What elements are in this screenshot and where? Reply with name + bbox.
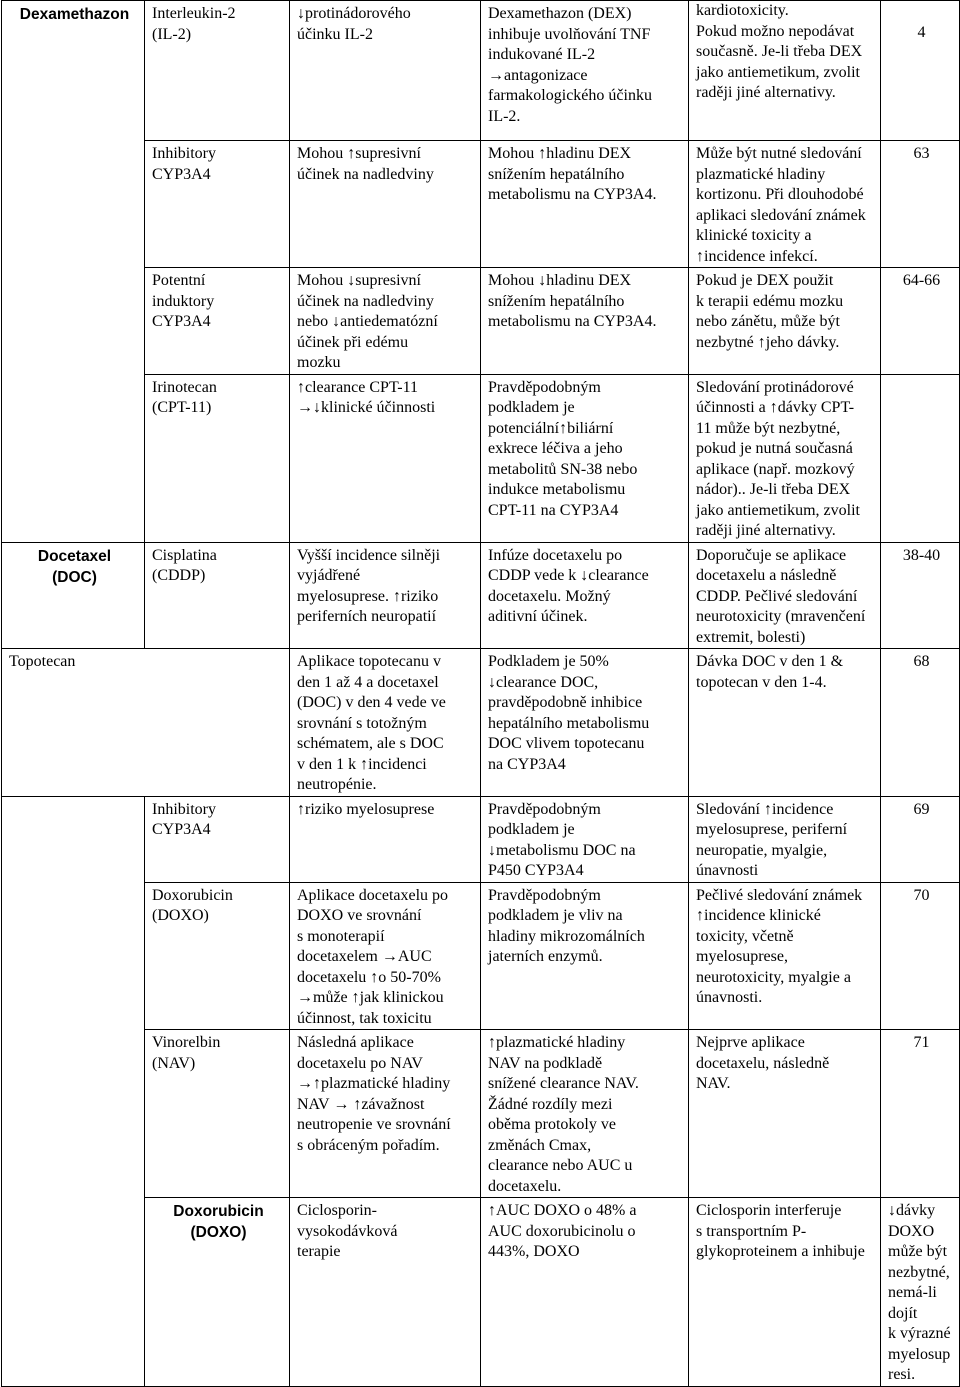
table-row	[2, 268, 960, 375]
recommendation-text: Doporučuje se aplikace docetaxelu a následně CDDP. Pečlivé sledování neurotoxicity (mravenčení extremit, bolesti)	[696, 546, 866, 646]
mechanism-cell	[481, 268, 689, 375]
table-row	[2, 1030, 960, 1198]
drug-cell-doxorubicin	[145, 1198, 290, 1387]
drug-name: Docetaxel (DOC)	[37, 547, 112, 586]
recommendation-text: ↓dávky DOXO může být nezbytné, nemá-li dojít k výrazné myelosupresi.	[888, 1202, 951, 1383]
interacting-drug: Inhibitory CYP3A4	[152, 145, 216, 183]
mechanism-text: Mohou ↓hladinu DEX snížením hepatálního metabolismu na CYP3A4.	[488, 272, 657, 330]
effect-cell	[290, 268, 481, 375]
recommendation-cell	[689, 882, 881, 1030]
recommendation-cell	[689, 141, 881, 268]
reference-number: 64-66	[902, 272, 941, 289]
table-row	[2, 1198, 960, 1387]
recommendation-cell	[689, 1030, 881, 1198]
effect-text: Aplikace docetaxelu po DOXO ve srovnání s monoterapií docetaxelem →AUC docetaxelu ↑o 50-70% →může ↑jak klinickou účinnost, tak toxicitu	[297, 886, 449, 1027]
effect-text: Následná aplikace docetaxelu po NAV →↑plazmatické hladiny NAV → ↑závažnost neutropenie ve srovnání s obráceným pořadím.	[297, 1034, 451, 1154]
reference-cell	[881, 649, 960, 797]
interacting-drug-cell	[145, 374, 290, 542]
effect-text: ↓protinádorového účinku IL-2	[297, 5, 411, 43]
recommendation-cell	[689, 374, 881, 542]
table-row	[2, 542, 960, 649]
table-row	[2, 141, 960, 268]
interacting-drug: Interleukin-2 (IL-2)	[152, 5, 236, 43]
mechanism-cell	[481, 882, 689, 1030]
interacting-drug-cell	[290, 1198, 481, 1387]
mechanism-text: Pravděpodobným podkladem je potenciální↑biliární exkrece léčiva a jeho metabolitů SN-38 nebo indukce metabolismu CPT-11 na CYP3A4	[488, 378, 638, 519]
interacting-drug: Topotecan	[9, 653, 76, 670]
reference-cell	[881, 882, 960, 1030]
mechanism-text: Infúze docetaxelu po CDDP vede k ↓clearance docetaxelu. Možný aditivní účinek.	[488, 546, 649, 625]
interacting-drug-cell	[145, 1, 290, 141]
table-row	[2, 649, 960, 797]
mechanism-cell	[481, 649, 689, 797]
effect-text: Vyšší incidence silněji vyjádřené myelosuprese. ↑riziko periferních neuropatií	[297, 546, 441, 625]
recommendation-text: Může být nutné sledování plazmatické hladiny kortizonu. Při dlouhodobé aplikaci sledování známek klinické toxicity a ↑incidence infekcí.	[696, 145, 866, 265]
interacting-drug-cell	[2, 649, 290, 797]
reference-cell	[881, 268, 960, 375]
effect-cell	[481, 1198, 689, 1387]
mechanism-cell	[481, 542, 689, 649]
drug-cell-docetaxel	[2, 542, 145, 649]
effect-cell	[290, 141, 481, 268]
reference-number: 38-40	[902, 546, 941, 564]
mechanism-text: Mohou ↑hladinu DEX snížením hepatálního metabolismu na CYP3A4.	[488, 145, 657, 203]
recommendation-cell	[689, 542, 881, 649]
mechanism-text: ↑plazmatické hladiny NAV na podkladě snížené clearance NAV. Žádné rozdíly mezi oběma protokoly ve změnách Cmax, clearance nebo AUC u docetaxelu.	[488, 1034, 639, 1195]
table-row	[2, 882, 960, 1030]
effect-text: ↑clearance CPT-11 →↓klinické účinnosti	[297, 378, 436, 416]
effect-text: Mohou ↓supresivní účinek na nadledviny nebo ↓antiedematózní účinek při edému mozku	[297, 272, 438, 371]
effect-cell	[290, 649, 481, 797]
interacting-drug: Inhibitory CYP3A4	[152, 800, 216, 838]
drug-cell-dexamethazon	[2, 1, 145, 543]
mechanism-cell	[481, 1, 689, 141]
interacting-drug: Potentní induktory CYP3A4	[152, 272, 215, 330]
interacting-drug-cell	[145, 882, 290, 1030]
reference-cell	[881, 141, 960, 268]
recommendation-text: Dávka DOC v den 1 & topotecan v den 1-4.	[696, 653, 844, 691]
recommendation-cell	[881, 1198, 960, 1387]
recommendation-cell	[689, 796, 881, 882]
mechanism-cell	[481, 796, 689, 882]
table-row	[2, 374, 960, 542]
mechanism-cell	[481, 1030, 689, 1198]
effect-text: ↑riziko myelosuprese	[297, 800, 435, 818]
interacting-drug-cell	[145, 141, 290, 268]
recommendation-text: kardiotoxicity. Pokud možno nepodávat současně. Je-li třeba DEX jako antiemetikum, zvolit raději jiné alternativy.	[696, 2, 863, 101]
effect-cell	[290, 374, 481, 542]
reference-cell	[881, 374, 960, 542]
mechanism-cell	[689, 1198, 881, 1387]
reference-number: 71	[913, 1034, 930, 1051]
reference-cell	[881, 1030, 960, 1198]
effect-cell	[290, 1030, 481, 1198]
drug-name: Dexamethazon	[19, 6, 130, 23]
reference-cell	[881, 1, 960, 141]
mechanism-text: Ciclosporin interferuje s transportním P- glykoproteinem a inhibuje	[696, 1202, 865, 1260]
effect-cell	[290, 796, 481, 882]
mechanism-cell	[481, 374, 689, 542]
effect-text: Mohou ↑supresivní účinek na nadledviny	[297, 145, 434, 183]
mechanism-cell	[481, 141, 689, 268]
reference-number: 69	[913, 800, 930, 818]
effect-cell	[290, 882, 481, 1030]
recommendation-cell	[689, 268, 881, 375]
reference-cell	[881, 542, 960, 649]
interaction-table	[1, 0, 960, 1387]
recommendation-text: Sledování protinádorové účinnosti a ↑dávky CPT- 11 může být nezbytné, pokud je nutná současná aplikace (např. mozkový nádor).. Je-li třeba DEX jako antiemetikum, zvolit raději jiné alternativy.	[696, 378, 860, 539]
interacting-drug-cell	[145, 268, 290, 375]
interacting-drug-cell	[145, 542, 290, 649]
recommendation-text: Pokud je DEX použit k terapii edému mozku nebo zánětu, může být nezbytné ↑jeho dávky.	[696, 272, 844, 351]
drug-name: Doxorubicin (DOXO)	[173, 1203, 264, 1241]
interacting-drug: Cisplatina (CDDP)	[152, 546, 217, 584]
mechanism-text: Podkladem je 50% ↓clearance DOC, pravděpodobně inhibice hepatálního metabolismu DOC vlivem topotecanu na CYP3A4	[488, 653, 650, 773]
reference-cell	[881, 796, 960, 882]
effect-text: Aplikace topotecanu v den 1 až 4 a docetaxel (DOC) v den 4 vede ve srovnání s totožným schématem, ale s DOC v den 1 k ↑incidenci neutropénie.	[297, 653, 446, 793]
interacting-drug-cell	[145, 1030, 290, 1198]
effect-text: ↑AUC DOXO o 48% a AUC doxorubicinolu o 443%, DOXO	[488, 1202, 637, 1260]
interacting-drug: Ciclosporin- vysokodávková terapie	[297, 1202, 398, 1260]
interacting-drug: Irinotecan (CPT-11)	[152, 378, 217, 416]
recommendation-text: Pečlivé sledování známek ↑incidence klinické toxicity, včetně myelosuprese, neurotoxicity, myalgie a únavnosti.	[696, 886, 863, 1006]
drug-cell-empty	[2, 796, 145, 1386]
recommendation-text: Nejprve aplikace docetaxelu, následně NAV.	[696, 1034, 830, 1092]
recommendation-cell	[689, 1, 881, 141]
table-row	[2, 1, 960, 141]
reference-number: 63	[913, 145, 930, 162]
effect-cell	[290, 1, 481, 141]
recommendation-cell	[689, 649, 881, 797]
recommendation-text: Sledování ↑incidence myelosuprese, periferní neuropatie, myalgie, únavnosti	[696, 800, 848, 879]
interacting-drug: Doxorubicin (DOXO)	[152, 886, 233, 924]
mechanism-text: Dexamethazon (DEX) inhibuje uvolňování TNF indukované IL-2 →antagonizace farmakologického účinku IL-2.	[488, 5, 652, 125]
mechanism-text: Pravděpodobným podkladem je vliv na hladiny mikrozomálních jaterních enzymů.	[488, 886, 645, 965]
effect-cell	[290, 542, 481, 649]
table-row	[2, 796, 960, 882]
reference-number: 70	[913, 886, 930, 904]
interacting-drug-cell	[145, 796, 290, 882]
reference-number: 68	[913, 653, 930, 670]
interacting-drug: Vinorelbin (NAV)	[152, 1034, 221, 1072]
mechanism-text: Pravděpodobným podkladem je ↓metabolismu DOC na P450 CYP3A4	[488, 800, 636, 879]
reference-number: 4	[917, 24, 926, 41]
